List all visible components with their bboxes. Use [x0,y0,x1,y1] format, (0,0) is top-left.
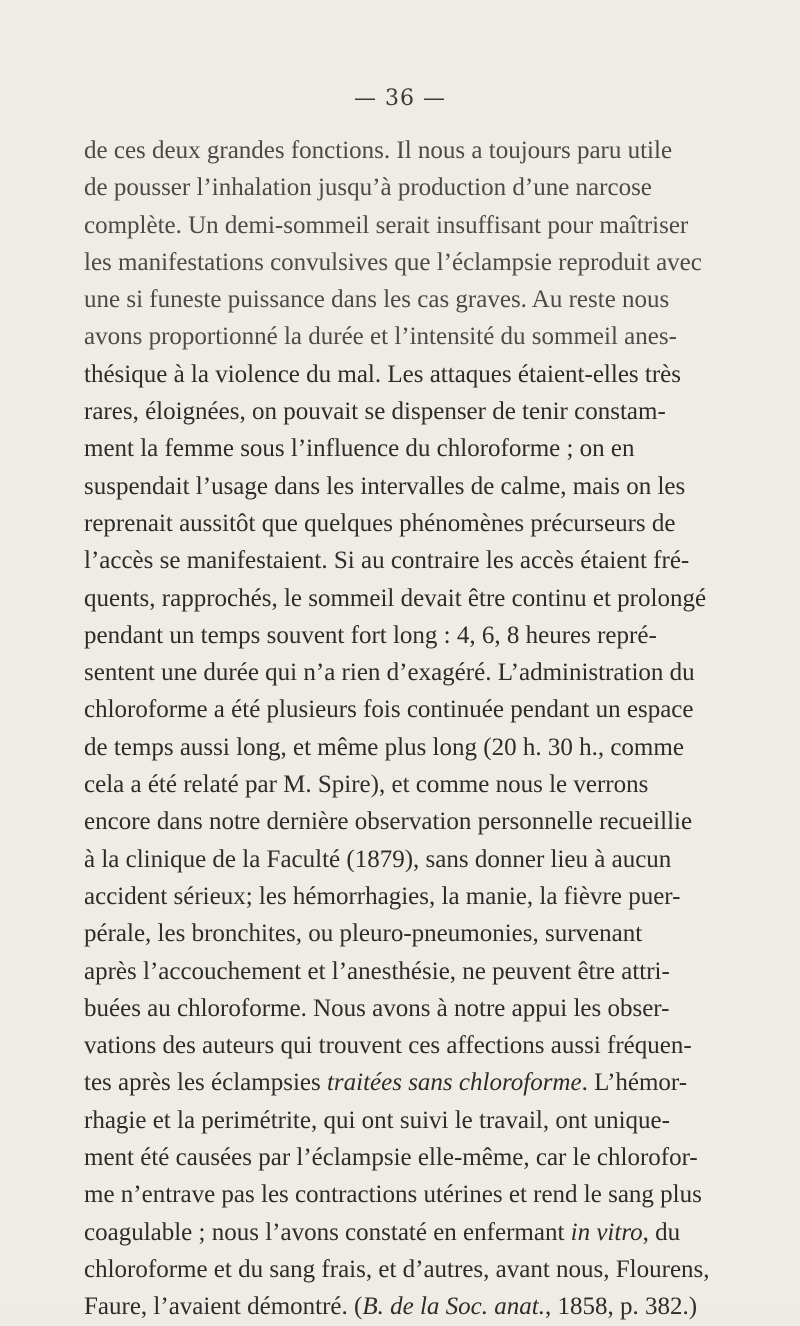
page-number: — 36 — [354,86,446,111]
text-fragment: coagulable ; nous l’avons constaté en enfermant [84,1218,565,1246]
text-line [84,1288,799,1325]
text-line: suspendait l’usage dans les intervalles de calme, mais on les [84,472,686,500]
text-line: buées au chloroforme. Nous avons à notre appui les obser- [84,994,670,1022]
italic-fragment: in vitro [570,1218,643,1246]
text-line: cela a été relaté par M. Spire), et comme nous le verrons [84,771,649,799]
text-line [84,1064,799,1101]
text-line: ment été causées par l’éclampsie elle-même, car le chlorofor- [84,1144,698,1172]
text-line: de temps aussi long, et même plus long (20 h. 30 h., comme [84,733,684,761]
text-line: quents, rapprochés, le sommeil devait être continu et prolongé [84,584,707,612]
text-line: chloroforme a été plusieurs fois continuée pendant un espace [84,696,694,724]
text-fragment: Faure, l’avaient démontré. ( [84,1293,363,1321]
text-line: après l’accouchement et l’anesthésie, ne peuvent être attri- [84,957,670,985]
text-fragment: tes après les éclampsies [84,1069,321,1097]
text-line: ment la femme sous l’influence du chloroforme ; on en [84,435,635,463]
italic-fragment: traitées sans chloroforme [326,1069,582,1097]
text-line: reprenait aussitôt que quelques phénomènes précurseurs de [84,509,676,537]
text-line: l’accès se manifestaient. Si au contraire les accès étaient fré- [84,547,690,575]
body-text [84,132,799,1326]
text-line: rares, éloignées, on pouvait se dispenser de tenir constam- [84,398,666,426]
text-fragment: , du [642,1218,681,1246]
text-line: de pousser l’inhalation jusqu’à production d’une narcose [84,174,652,202]
text-line: vations des auteurs qui trouvent ces affections aussi fréquen- [84,1032,692,1060]
text-line: pendant un temps souvent fort long : 4, 6, 8 heures repré- [84,621,657,649]
text-line: rhagie et la perimétrite, qui ont suivi le travail, ont unique- [84,1106,670,1134]
text-line: sentent une durée qui n’a rien d’exagéré. L’administration du [84,659,695,687]
text-line: de ces deux grandes fonctions. Il nous a toujours paru utile [84,137,673,164]
text-fragment: , 1858, p. 382.) [544,1293,698,1321]
text-line: pérale, les bronchites, ou pleuro-pneumonies, survenant [84,920,643,948]
text-line: avons proportionné la durée et l’intensité du sommeil anes- [84,323,677,351]
text-line: à la clinique de la Faculté (1879), sans donner lieu à aucun [84,845,672,873]
text-line: une si funeste puissance dans les cas graves. Au reste nous [84,286,670,314]
text-line: thésique à la violence du mal. Les attaques étaient-elles très [84,360,681,388]
text-fragment: . L’hémor- [581,1069,688,1097]
text-line: encore dans notre dernière observation personnelle recueillie [84,808,693,836]
text-line [84,1214,799,1251]
text-line: complète. Un demi-sommeil serait insuffisant pour maîtriser [84,211,689,239]
text-line: les manifestations convulsives que l’éclampsie reproduit avec [84,248,702,276]
text-line: chloroforme et du sang frais, et d’autres, avant nous, Flourens, [84,1255,710,1283]
italic-fragment: B. de la Soc. anat. [362,1293,545,1321]
text-line: accident sérieux; les hémorrhagies, la manie, la fièvre puer- [84,882,681,910]
text-line: me n’entrave pas les contractions utérines et rend le sang plus [84,1181,702,1209]
